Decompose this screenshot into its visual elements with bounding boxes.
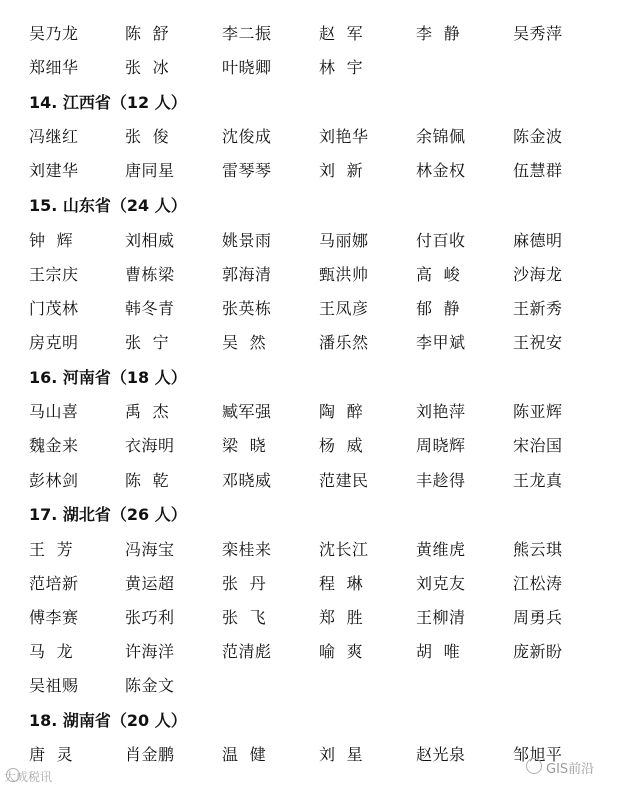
person-name: 许海洋 — [125, 642, 175, 661]
person-name: 陈 舒 — [125, 24, 170, 43]
person-name: 邓晓威 — [222, 471, 272, 490]
person-name: 陶 醉 — [319, 402, 364, 421]
person-name: 甄洪帅 — [319, 265, 369, 284]
name-row — [0, 640, 619, 664]
person-name: 栾桂来 — [222, 540, 272, 559]
name-row — [0, 469, 619, 493]
person-name: 唐同星 — [125, 161, 175, 180]
watermark-left: 大成税讯 — [4, 770, 53, 784]
person-name: 郑 胜 — [319, 608, 364, 627]
person-name: 范培新 — [29, 574, 79, 593]
person-name: 钟 辉 — [29, 231, 74, 250]
person-name: 赵 军 — [319, 24, 364, 43]
person-name: 邹旭平 — [513, 745, 563, 764]
person-name: 张英栋 — [222, 299, 272, 318]
person-name: 林金权 — [416, 161, 466, 180]
person-name: 庞新盼 — [513, 642, 563, 661]
person-name: 潘乐然 — [319, 333, 369, 352]
name-row — [0, 606, 619, 630]
person-name: 宋治国 — [513, 436, 563, 455]
person-name: 马丽娜 — [319, 231, 369, 250]
name-row — [0, 434, 619, 458]
name-row — [0, 331, 619, 355]
person-name: 张巧利 — [125, 608, 175, 627]
province-heading: 18. 湖南省（20 人） — [29, 711, 187, 730]
person-name: 王龙真 — [513, 471, 563, 490]
name-row — [0, 159, 619, 183]
person-name: 门茂林 — [29, 299, 79, 318]
person-name: 刘艳萍 — [416, 402, 466, 421]
person-name: 范清彪 — [222, 642, 272, 661]
person-name: 魏金来 — [29, 436, 79, 455]
person-name: 王祝安 — [513, 333, 563, 352]
person-name: 胡 唯 — [416, 642, 461, 661]
person-name: 冯继红 — [29, 127, 79, 146]
person-name: 熊云琪 — [513, 540, 563, 559]
person-name: 江松涛 — [513, 574, 563, 593]
person-name: 马山喜 — [29, 402, 79, 421]
name-row — [0, 125, 619, 149]
person-name: 张 俊 — [125, 127, 170, 146]
person-name: 郭海清 — [222, 265, 272, 284]
person-name: 高 峻 — [416, 265, 461, 284]
person-name: 禹 杰 — [125, 402, 170, 421]
person-name: 张 冰 — [125, 58, 170, 77]
person-name: 吴 然 — [222, 333, 267, 352]
person-name: 陈金文 — [125, 676, 175, 695]
person-name: 周晓辉 — [416, 436, 466, 455]
person-name: 程 琳 — [319, 574, 364, 593]
person-name: 陈 乾 — [125, 471, 170, 490]
person-name: 刘艳华 — [319, 127, 369, 146]
person-name: 唐 灵 — [29, 745, 74, 764]
name-row — [0, 297, 619, 321]
name-row — [0, 674, 619, 698]
person-name: 王柳清 — [416, 608, 466, 627]
province-heading: 15. 山东省（24 人） — [29, 196, 187, 215]
person-name: 李 静 — [416, 24, 461, 43]
person-name: 雷琴琴 — [222, 161, 272, 180]
name-row — [0, 572, 619, 596]
person-name: 刘建华 — [29, 161, 79, 180]
name-row — [0, 56, 619, 80]
person-name: 吴祖赐 — [29, 676, 79, 695]
person-name: 刘 星 — [319, 745, 364, 764]
person-name: 李二振 — [222, 24, 272, 43]
person-name: 沈长江 — [319, 540, 369, 559]
person-name: 余锦佩 — [416, 127, 466, 146]
person-name: 彭林剑 — [29, 471, 79, 490]
person-name: 傅李赛 — [29, 608, 79, 627]
name-row — [0, 22, 619, 46]
person-name: 衣海明 — [125, 436, 175, 455]
person-name: 陈亚辉 — [513, 402, 563, 421]
person-name: 王宗庆 — [29, 265, 79, 284]
person-name: 丰趁得 — [416, 471, 466, 490]
person-name: 吴乃龙 — [29, 24, 79, 43]
name-row — [0, 263, 619, 287]
person-name: 陈金波 — [513, 127, 563, 146]
person-name: 喻 爽 — [319, 642, 364, 661]
person-name: 麻德明 — [513, 231, 563, 250]
person-name: 刘克友 — [416, 574, 466, 593]
person-name: 李甲斌 — [416, 333, 466, 352]
person-name: 刘相威 — [125, 231, 175, 250]
person-name: 张 丹 — [222, 574, 267, 593]
person-name: 付百收 — [416, 231, 466, 250]
person-name: 郑细华 — [29, 58, 79, 77]
person-name: 张 飞 — [222, 608, 267, 627]
person-name: 沈俊成 — [222, 127, 272, 146]
person-name: 杨 威 — [319, 436, 364, 455]
wechat-logo-icon — [526, 758, 542, 774]
person-name: 周勇兵 — [513, 608, 563, 627]
person-name: 马 龙 — [29, 642, 74, 661]
person-name: 王 芳 — [29, 540, 74, 559]
province-heading: 16. 河南省（18 人） — [29, 368, 187, 387]
person-name: 叶晓卿 — [222, 58, 272, 77]
name-row — [0, 229, 619, 253]
province-heading: 17. 湖北省（26 人） — [29, 505, 187, 524]
name-row — [0, 538, 619, 562]
watermark-right: GIS前沿 — [546, 762, 595, 777]
person-name: 王新秀 — [513, 299, 563, 318]
person-name: 王凤彦 — [319, 299, 369, 318]
person-name: 刘 新 — [319, 161, 364, 180]
person-name: 黄维虎 — [416, 540, 466, 559]
person-name: 梁 晓 — [222, 436, 267, 455]
person-name: 房克明 — [29, 333, 79, 352]
person-name: 伍慧群 — [513, 161, 563, 180]
person-name: 肖金鹏 — [125, 745, 175, 764]
person-name: 张 宁 — [125, 333, 170, 352]
province-heading: 14. 江西省（12 人） — [29, 93, 187, 112]
person-name: 韩冬青 — [125, 299, 175, 318]
person-name: 赵光泉 — [416, 745, 466, 764]
name-row — [0, 400, 619, 424]
person-name: 臧军强 — [222, 402, 272, 421]
person-name: 冯海宝 — [125, 540, 175, 559]
person-name: 沙海龙 — [513, 265, 563, 284]
person-name: 吴秀萍 — [513, 24, 563, 43]
person-name: 郁 静 — [416, 299, 461, 318]
person-name: 林 宇 — [319, 58, 364, 77]
person-name: 黄运超 — [125, 574, 175, 593]
person-name: 温 健 — [222, 745, 267, 764]
person-name: 曹栋梁 — [125, 265, 175, 284]
person-name: 姚景雨 — [222, 231, 272, 250]
person-name: 范建民 — [319, 471, 369, 490]
